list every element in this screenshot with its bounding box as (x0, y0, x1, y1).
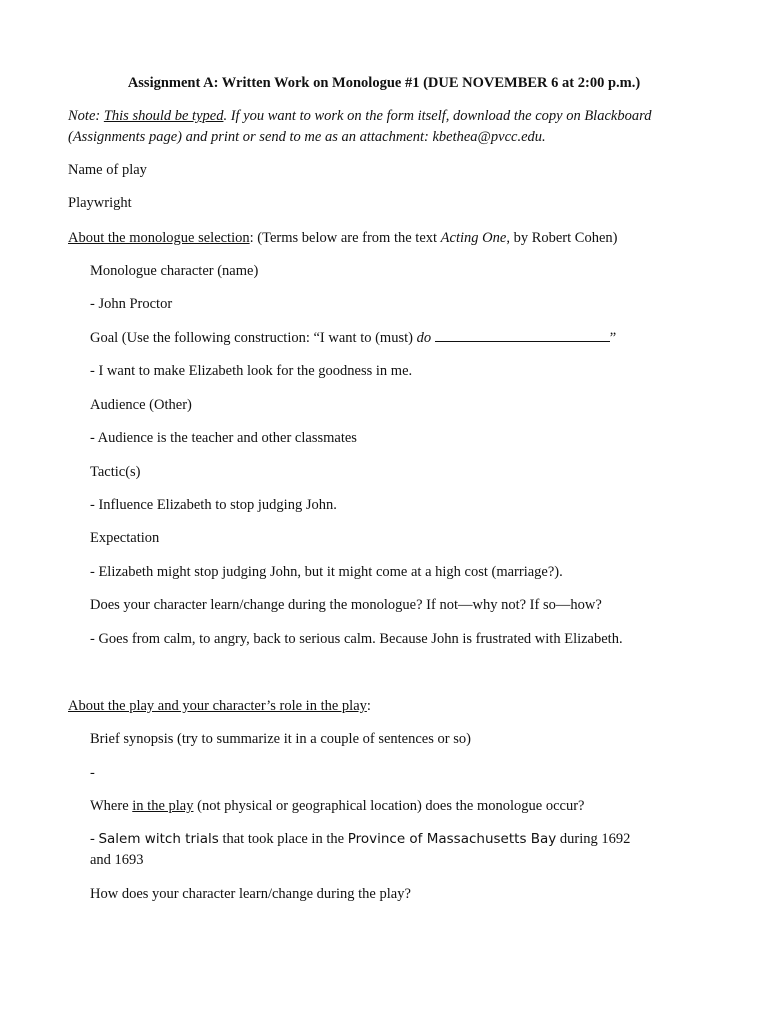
where-answer-line-2: and 1693 (90, 852, 144, 868)
change-answer: - Goes from calm, to angry, back to serious calm. Because John is frustrated with Elizabeth. (90, 631, 623, 647)
where-pre: Where (90, 798, 133, 814)
play-heading-text: About the play and your character’s role in the play (68, 698, 367, 714)
audience-label: Audience (Other) (90, 397, 192, 413)
where-answer-line-1 (90, 830, 630, 848)
play-change-question: How does your character learn/change during the play? (90, 886, 411, 902)
play-section-heading (68, 697, 371, 715)
book-author: , by Robert Cohen) (506, 230, 618, 246)
where-answer-mid: that took place in the (218, 831, 348, 847)
where-answer-province: Province of Massachusetts Bay (347, 831, 557, 847)
note-line-1 (68, 107, 651, 125)
goal-label-post: ” (609, 330, 617, 346)
where-post: (not physical or geographical location) does the monologue occur? (193, 798, 585, 814)
synopsis-label: Brief synopsis (try to summarize it in a couple of sentences or so) (90, 731, 471, 747)
goal-label (90, 329, 616, 347)
where-answer-years: during 1692 (556, 831, 631, 847)
book-title: Acting One (440, 230, 507, 246)
playwright-label: Playwright (68, 195, 132, 211)
goal-answer: - I want to make Elizabeth look for the goodness in me. (90, 363, 413, 379)
monologue-section-heading (68, 229, 617, 247)
name-of-play-label: Name of play (68, 162, 147, 178)
where-underlined: in the play (132, 798, 194, 814)
monologue-heading-text: About the monologue selection (68, 230, 250, 246)
expectation-label: Expectation (90, 530, 160, 546)
note-label: Note: (68, 108, 104, 124)
goal-blank-line (435, 329, 610, 342)
expectation-answer: - Elizabeth might stop judging John, but it might come at a high cost (marriage?). (90, 564, 563, 580)
note-rest: . If you want to work on the form itself, download the copy on Blackboard (223, 108, 652, 124)
note-line-2: (Assignments page) and print or send to me as an attachment: kbethea@pvcc.edu. (68, 129, 546, 145)
audience-answer: - Audience is the teacher and other classmates (90, 430, 357, 446)
character-label: Monologue character (name) (90, 263, 259, 279)
goal-label-do: do (416, 330, 432, 346)
change-question: Does your character learn/change during the monologue? If not—why not? If so—how? (90, 597, 602, 613)
tactic-answer: - Influence Elizabeth to stop judging John. (90, 497, 337, 513)
where-answer-trials: Salem witch trials (98, 831, 219, 847)
note-typed: This should be typed (103, 108, 224, 124)
character-answer: - John Proctor (90, 296, 173, 312)
tactic-label: Tactic(s) (90, 464, 141, 480)
monologue-heading-suffix: : (Terms below are from the text (249, 230, 441, 246)
synopsis-answer: - (90, 765, 95, 781)
goal-label-pre: Goal (Use the following construction: “I want to (must) (90, 330, 417, 346)
where-question (90, 797, 584, 815)
page-title: Assignment A: Written Work on Monologue #1 (DUE NOVEMBER 6 at 2:00 p.m.) (127, 75, 641, 91)
play-heading-suffix: : (366, 698, 371, 714)
where-answer-dash: - (90, 831, 99, 847)
